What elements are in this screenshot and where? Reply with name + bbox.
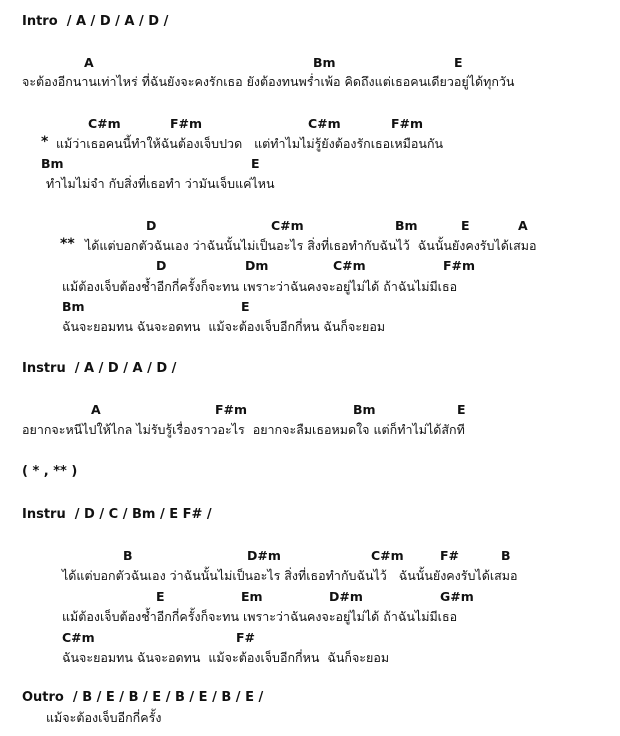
chord: E [461, 218, 470, 233]
lyric-line: ฉันจะยอมทน ฉันจะอดทน แม้จะต้องเจ็บอีกกี่หน ฉันก็จะยอม [62, 319, 386, 334]
chord: Em [241, 589, 263, 604]
chord: C#m [88, 116, 121, 131]
intro-line: Intro / A / D / A / D / [22, 14, 169, 29]
chord: Bm [353, 402, 376, 417]
chord: C#m [62, 630, 95, 645]
chord: B [501, 548, 511, 563]
chord: E [454, 55, 463, 70]
chord: Dm [245, 258, 269, 273]
chord: E [251, 156, 260, 171]
chord: E [457, 402, 466, 417]
chord: G#m [440, 589, 474, 604]
chord: F# [236, 630, 256, 645]
lyric-line: ทำไมไม่จำ กับสิ่งที่เธอทำ ว่ามันเจ็บแค่ไหน [46, 176, 275, 191]
lyric-line: แม้ต้องเจ็บต้องช้ำอีกกี่ครั้งก็จะทน เพราะว่าฉันคงจะอยู่ไม่ได้ ถ้าฉันไม่มีเธอ [62, 609, 458, 624]
chord: D#m [247, 548, 281, 563]
chord: D#m [329, 589, 363, 604]
chord: F#m [170, 116, 203, 131]
chord: A [91, 402, 101, 417]
chord: B [123, 548, 133, 563]
lyric-line: ได้แต่บอกตัวฉันเอง ว่าฉันนั้นไม่เป็นอะไร สิ่งที่เธอทำกับฉันไว้ ฉันนั้นยังคงรับได้เสมอ [62, 568, 518, 583]
chord: F#m [215, 402, 248, 417]
chord: Bm [313, 55, 336, 70]
chord: A [518, 218, 528, 233]
chord: C#m [333, 258, 366, 273]
lyric-line: แม้ว่าเธอคนนี้ทำให้ฉันต้องเจ็บปวด แต่ทำไมไม่รู้ยังต้องรักเธอเหมือนกัน [56, 136, 444, 151]
repeat-marker: ( * , ** ) [22, 464, 78, 479]
outro-line: Outro / B / E / B / E / B / E / B / E / [22, 690, 264, 705]
section-mark: * [41, 134, 49, 150]
chord: E [156, 589, 165, 604]
chord: Bm [41, 156, 64, 171]
instru-line: Instru / A / D / A / D / [22, 361, 177, 376]
chord: F# [440, 548, 460, 563]
section-mark: ** [60, 236, 75, 252]
chord: Bm [395, 218, 418, 233]
lyric-line: แม้ต้องเจ็บต้องช้ำอีกกี่ครั้งก็จะทน เพราะว่าฉันคงจะอยู่ไม่ได้ ถ้าฉันไม่มีเธอ [62, 279, 458, 294]
lyric-line: แม้จะต้องเจ็บอีกกี่ครั้ง [46, 710, 162, 725]
chord: C#m [308, 116, 341, 131]
chord: Bm [62, 299, 85, 314]
lyric-line: จะต้องอีกนานเท่าไหร่ ที่ฉันยังจะคงรักเธอ ยังต้องทนพร่ำเพ้อ คิดถึงแต่เธอคนเดียวอยู่ได้ทุกวัน [22, 74, 515, 89]
chord: C#m [371, 548, 404, 563]
lyric-line: ได้แต่บอกตัวฉันเอง ว่าฉันนั้นไม่เป็นอะไร สิ่งที่เธอทำกับฉันไว้ ฉันนั้นยังคงรับได้เสมอ [85, 238, 537, 253]
lyric-line: ฉันจะยอมทน ฉันจะอดทน แม้จะต้องเจ็บอีกกี่หน ฉันก็จะยอม [62, 650, 390, 665]
chord: E [241, 299, 250, 314]
chord: F#m [391, 116, 424, 131]
chord: D [146, 218, 157, 233]
chord: D [156, 258, 167, 273]
chord: F#m [443, 258, 476, 273]
chord: C#m [271, 218, 304, 233]
chord: A [84, 55, 94, 70]
lyric-line: อยากจะหนีไปให้ไกล ไม่รับรู้เรื่องราวอะไร อยากจะลืมเธอหมดใจ แต่ก็ทำไม่ได้สักที [22, 422, 465, 437]
instru-line: Instru / D / C / Bm / E F# / [22, 507, 212, 522]
